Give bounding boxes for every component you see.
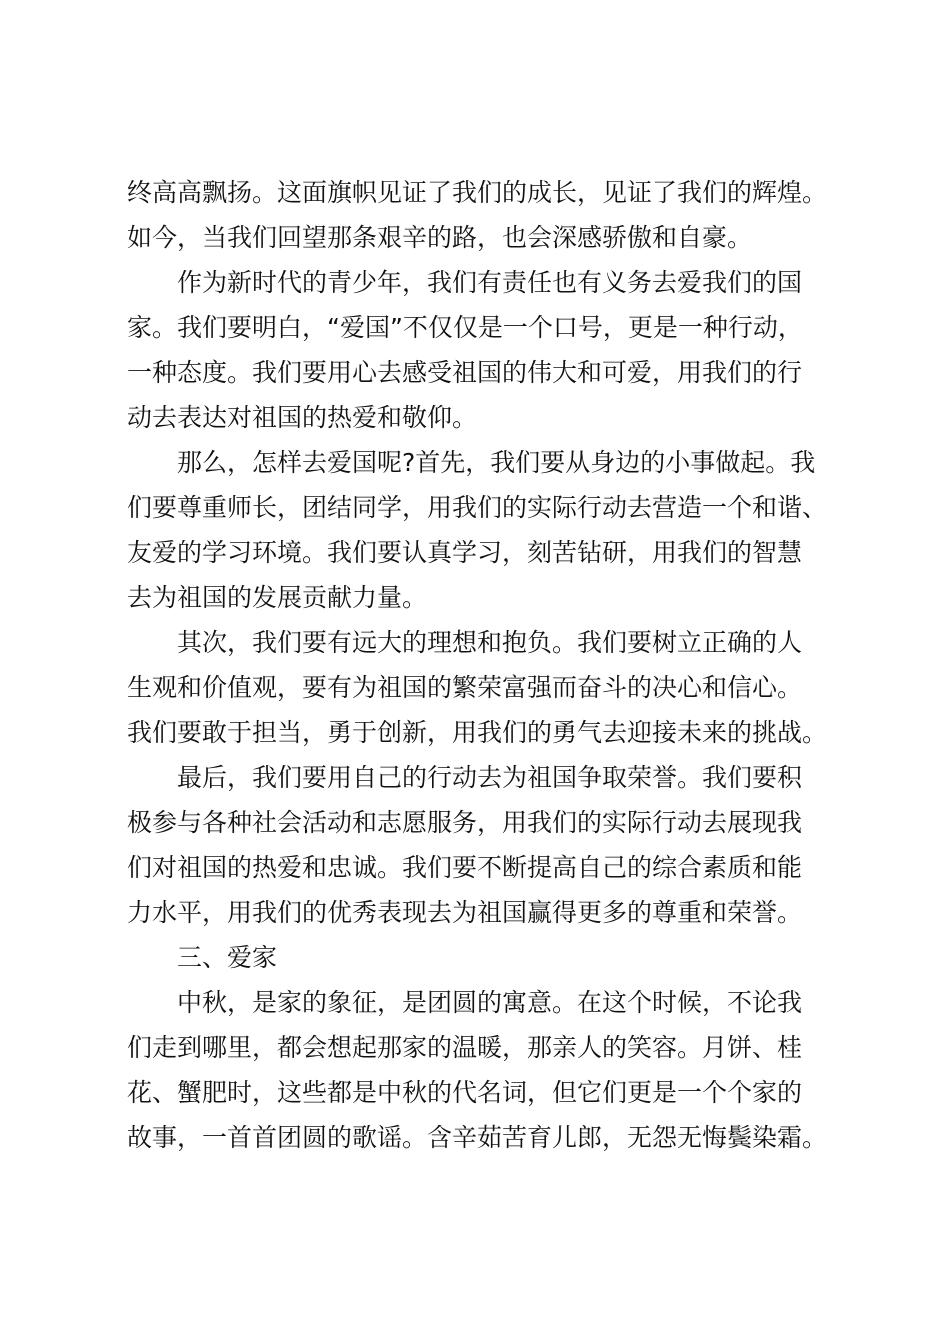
text-line: 们走到哪里，都会想起那家的温暖，那亲人的笑容。月饼、桂 — [127, 1033, 803, 1062]
text-line: 如今，当我们回望那条艰辛的路，也会深感骄傲和自豪。 — [127, 223, 753, 252]
paragraph-first-line: 其次，我们要有远大的理想和抱负。我们要树立正确的人 — [177, 628, 803, 657]
text-line: 终高高飘扬。这面旗帜见证了我们的成长，见证了我们的辉煌。 — [127, 178, 828, 207]
paragraph-first-line: 中秋，是家的象征，是团圆的寓意。在这个时候，不论我 — [177, 988, 803, 1017]
paragraph-first-line: 那么，怎样去爱国呢?首先，我们要从身边的小事做起。我 — [177, 448, 816, 477]
text-line: 一种态度。我们要用心去感受祖国的伟大和可爱，用我们的行 — [127, 358, 803, 387]
text-line: 力水平，用我们的优秀表现去为祖国赢得更多的尊重和荣誉。 — [127, 898, 803, 927]
text-line: 们要尊重师长，团结同学，用我们的实际行动去营造一个和谐、 — [127, 493, 828, 522]
text-line: 们对祖国的热爱和忠诚。我们要不断提高自己的综合素质和能 — [127, 853, 803, 882]
body-text — [127, 170, 847, 1160]
text-line: 花、蟹肥时，这些都是中秋的代名词，但它们更是一个个家的 — [127, 1078, 803, 1107]
text-line: 去为祖国的发展贡献力量。 — [127, 583, 428, 612]
paragraph-first-line: 最后，我们要用自己的行动去为祖国争取荣誉。我们要积 — [177, 763, 803, 792]
paragraph-first-line: 作为新时代的青少年，我们有责任也有义务去爱我们的国 — [177, 268, 803, 297]
text-line: 故事，一首首团圆的歌谣。含辛茹苦育儿郎，无怨无悔鬓染霜。 — [127, 1123, 828, 1152]
section-heading: 三、爱家 — [177, 943, 278, 972]
text-line: 动去表达对祖国的热爱和敬仰。 — [127, 403, 478, 432]
text-line: 家。我们要明白，“爱国”不仅仅是一个口号，更是一种行动， — [127, 313, 803, 342]
text-line: 友爱的学习环境。我们要认真学习，刻苦钻研，用我们的智慧 — [127, 538, 803, 567]
text-line: 生观和价值观，要有为祖国的繁荣富强而奋斗的决心和信心。 — [127, 673, 803, 702]
text-line: 极参与各种社会活动和志愿服务，用我们的实际行动去展现我 — [127, 808, 803, 837]
text-line: 我们要敢于担当，勇于创新，用我们的勇气去迎接未来的挑战。 — [127, 718, 828, 747]
